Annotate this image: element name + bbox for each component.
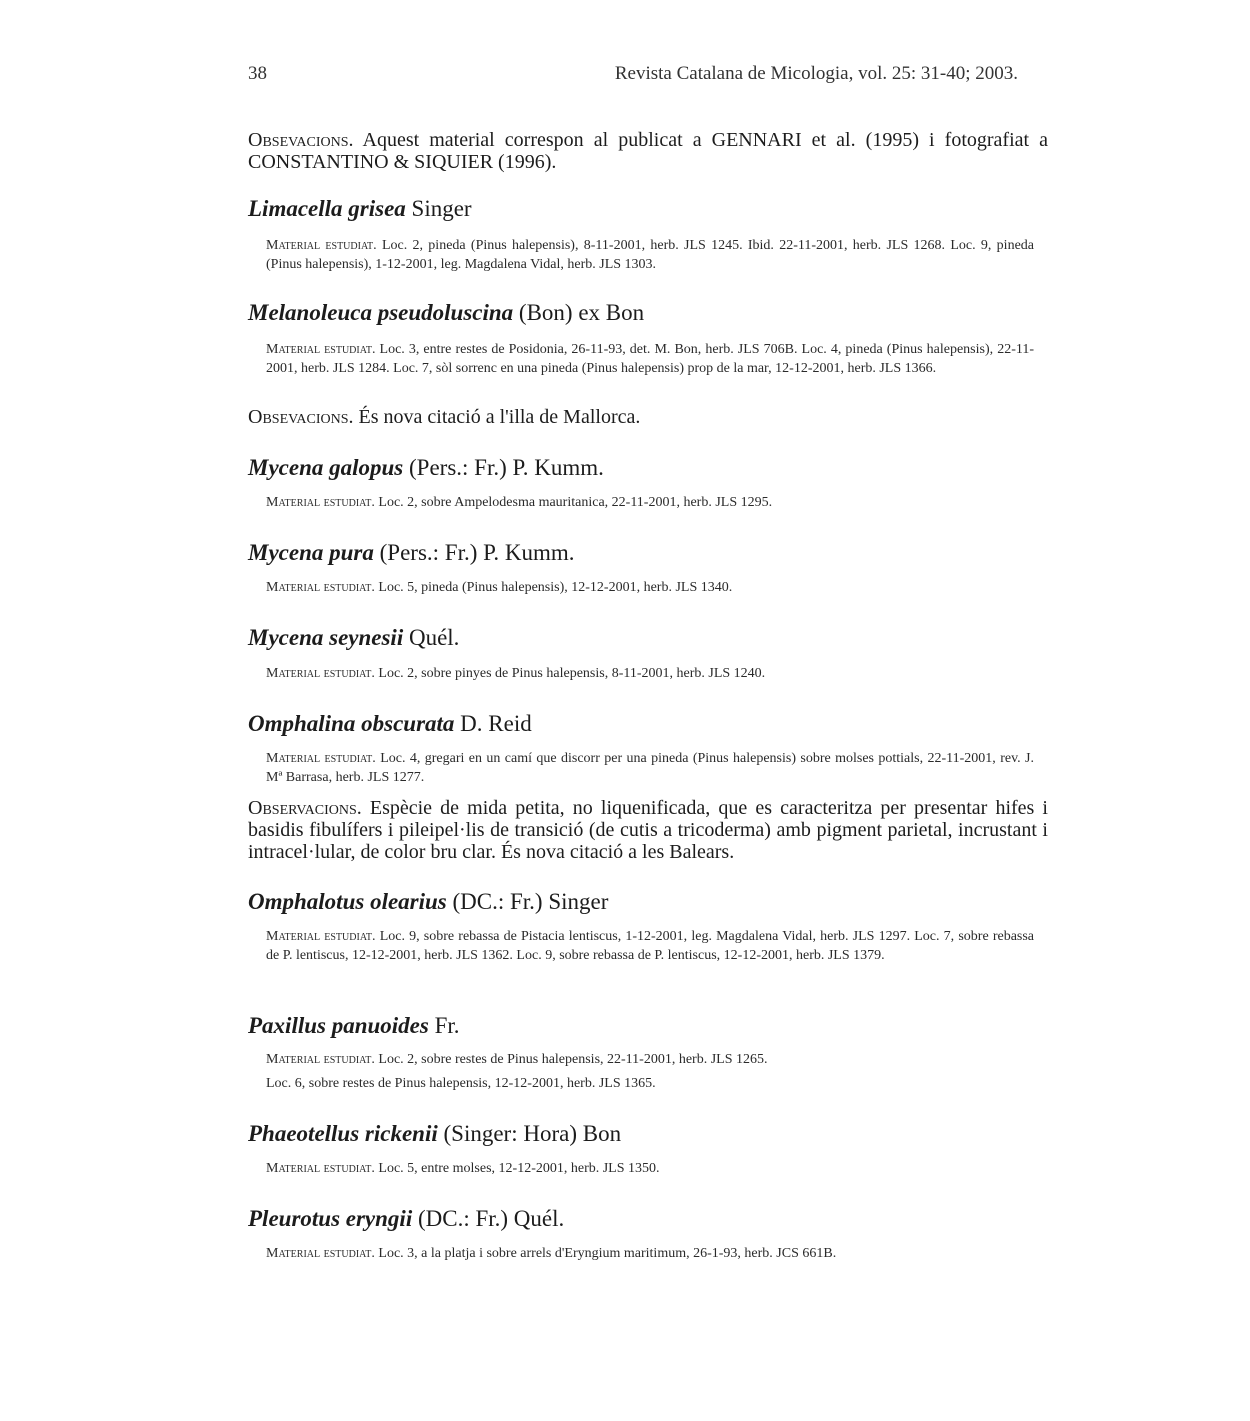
species-name: Mycena pura [248,540,374,565]
species-heading [248,889,608,915]
material-label: Material estudiat. [266,1052,375,1067]
material-paragraph [266,1159,1034,1178]
species-heading [248,540,575,566]
material-label: Material estudiat. [266,1161,375,1176]
species-name: Mycena seynesii [248,625,404,650]
species-author: (Singer: Hora) Bon [437,1121,622,1146]
species-name: Omphalina obscurata [248,711,455,736]
material-label: Material estudiat. [266,495,375,510]
material-text: Loc. 2, sobre restes de Pinus halepensis, 22-11-2001, herb. JLS 1265. [378,1052,768,1067]
material-paragraph [266,236,1034,274]
species-author: Fr. [428,1013,460,1038]
material-text: Loc. 3, a la platja i sobre arrels d'Eryngium maritimum, 26-1-93, herb. JCS 661B. [378,1246,837,1261]
material-text: Loc. 2, pineda (Pinus halepensis), 8-11-2001, herb. JLS 1245. Ibid. 22-11-2001, herb. JLS 1268. Loc. 9, pineda (Pinus halepensis), 1-12-2001, leg. Magdalena Vidal, herb. JLS 1303. [266,238,1034,272]
observations-paragraph [248,129,1048,173]
species-name: Pleurotus eryngii [248,1206,413,1231]
species-name: Melanoleuca pseudoluscina [248,300,514,325]
material-paragraph [266,493,1034,512]
observations-label: Observacions. [248,797,362,819]
journal-citation: Revista Catalana de Micologia, vol. 25: 31-40; 2003. [614,63,1018,84]
species-author: (DC.: Fr.) Quél. [412,1206,565,1231]
material-label: Material estudiat. [266,666,375,681]
material-text: Loc. 4, gregari en un camí que discorr per una pineda (Pinus halepensis) sobre molses pottials, 22-11-2001, rev. J. Mª Barrasa, herb. JLS 1277. [266,751,1035,785]
species-author: (Pers.: Fr.) P. Kumm. [373,540,575,565]
material-paragraph [266,664,1034,683]
material-text: Loc. 5, entre molses, 12-12-2001, herb. JLS 1350. [378,1161,660,1176]
material-text: Loc. 3, entre restes de Posidonia, 26-11-93, det. M. Bon, herb. JLS 706B. Loc. 4, pineda (Pinus halepensis), 22-11-2001, herb. JLS 1284. Loc. 7, sòl sorrenc en una pineda (Pinus halepensis) prop de la mar, 12-12-2001, herb. JLS 1366. [266,342,1034,376]
species-heading [248,1013,460,1039]
species-heading [248,455,604,481]
material-text: Loc. 9, sobre rebassa de Pistacia lentiscus, 1-12-2001, leg. Magdalena Vidal, herb. JLS 1297. Loc. 7, sobre rebassa de P. lentiscus, 12-12-2001, herb. JLS 1362. Loc. 9, sobre rebassa de P. lentiscus, 12-12-2001, herb. JLS 1379. [266,929,1035,963]
observations-text: Espècie de mida petita, no liquenificada, que es caracteritza per presentar hifes i basidis fibulífers i pileipel·lis de transició (de cutis a tricoderma) amb pigment parietal, incrustant i intracel·lular, de color bru clar. És nova citació a les Balears. [248,797,1048,863]
material-label: Material estudiat. [266,342,376,357]
observations-paragraph [248,406,1048,428]
species-heading [248,711,532,737]
observations-paragraph [248,797,1048,863]
species-heading [248,196,472,222]
material-text: Loc. 6, sobre restes de Pinus halepensis, 12-12-2001, herb. JLS 1365. [266,1076,656,1091]
page-number: 38 [248,63,267,84]
observations-label: Obsevacions. [248,129,354,151]
species-author: (Pers.: Fr.) P. Kumm. [403,455,604,480]
species-name: Limacella grisea [248,196,406,221]
material-text: Loc. 5, pineda (Pinus halepensis), 12-12-2001, herb. JLS 1340. [378,580,733,595]
material-paragraph-continued [266,1074,1034,1093]
species-author: Singer [405,196,472,221]
species-name: Paxillus panuoides [248,1013,429,1038]
observations-text: Aquest material correspon al publicat a GENNARI et al. (1995) i fotografiat a CONSTANTINO & SIQUIER (1996). [248,129,1048,173]
material-label: Material estudiat. [266,929,376,944]
material-label: Material estudiat. [266,1246,375,1261]
species-heading [248,1121,621,1147]
species-name: Phaeotellus rickenii [248,1121,438,1146]
material-paragraph [266,927,1034,965]
species-author: (Bon) ex Bon [513,300,645,325]
observations-text: És nova citació a l'illa de Mallorca. [353,406,641,428]
species-name: Mycena galopus [248,455,404,480]
material-label: Material estudiat. [266,580,375,595]
species-heading [248,1206,564,1232]
species-heading [248,300,644,326]
material-paragraph [266,578,1034,597]
species-heading [248,625,459,651]
material-text: Loc. 2, sobre Ampelodesma mauritanica, 22-11-2001, herb. JLS 1295. [378,495,773,510]
species-author: D. Reid [454,711,532,736]
material-paragraph [266,1050,1034,1069]
species-author: Quél. [403,625,460,650]
material-text: Loc. 2, sobre pinyes de Pinus halepensis, 8-11-2001, herb. JLS 1240. [378,666,766,681]
material-paragraph [266,749,1034,787]
material-paragraph [266,340,1034,378]
species-author: (DC.: Fr.) Singer [446,889,609,914]
observations-label: Obsevacions. [248,406,354,428]
species-name: Omphalotus olearius [248,889,447,914]
material-paragraph [266,1244,1034,1263]
material-label: Material estudiat. [266,238,377,253]
material-label: Material estudiat. [266,751,376,766]
